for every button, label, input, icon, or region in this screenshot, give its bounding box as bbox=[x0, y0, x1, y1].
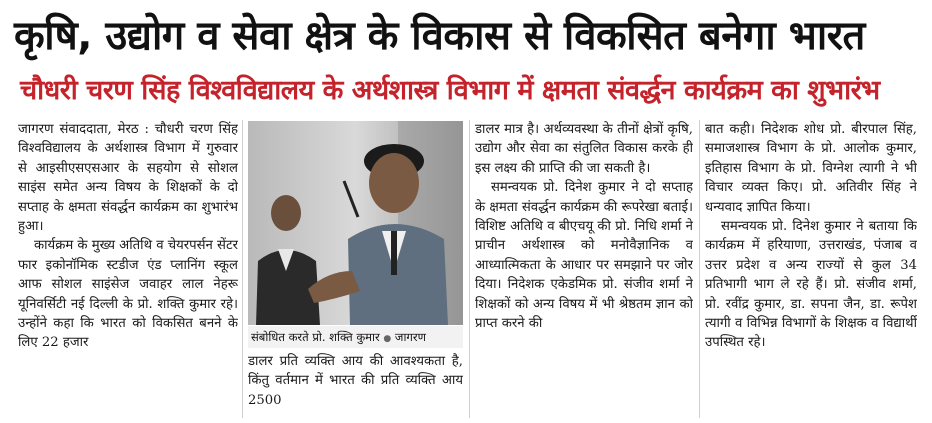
news-photo bbox=[248, 121, 463, 325]
paragraph: डालर मात्र है। अर्थव्यवस्था के तीनों क्षेत्रों कृषि, उद्योग और सेवा का संतुलित विकास करके ही इस लक्ष्य की प्राप्ति की जा सकती है। bbox=[475, 122, 693, 176]
paragraph: कार्यक्रम के मुख्य अतिथि व चेयरपर्सन सेंटर फार इकोनॉमिक स्टडीज एंड प्लानिंग स्कूल आफ सोशल साइंसेज जवाहर लाल नेहरू यूनिवर्सिटी नई दिल्ली के प्रो. शक्ति कुमार रहे। उन्होंने कहा कि भारत को विकसित बनने के लिए 22 हजार bbox=[18, 238, 238, 351]
paragraph: समन्वयक प्रो. दिनेश कुमार ने बताया कि कार्यक्रम में हरियाणा, उत्तराखंड, पंजाब व उत्तर प्रदेश व अन्य राज्यों से कुल 34 प्रतिभागी भाग ले रहे हैं। प्रो. संजीव शर्मा, प्रो. रवींद्र कुमार, डा. सपना जैन, डा. रूपेश त्यागी व विभिन्न विभागों के शिक्षक व विद्यार्थी उपस्थित रहे। bbox=[705, 219, 917, 351]
paragraph: डालर प्रति व्यक्ति आय की आवश्यकता है, किंतु वर्तमान में भारत की प्रति व्यक्ति आय 2500 bbox=[248, 354, 463, 408]
subheadline: चौधरी चरण सिंह विश्वविद्यालय के अर्थशास्त्र विभाग में क्षमता संवर्द्धन कार्यक्रम का शुभारंभ bbox=[20, 75, 880, 106]
article-column-4 bbox=[705, 120, 917, 420]
headline: कृषि, उद्योग व सेवा क्षेत्र के विकास से विकसित बनेगा भारत bbox=[14, 13, 865, 59]
column-divider bbox=[242, 120, 243, 418]
photo-credit: जागरण bbox=[394, 330, 426, 344]
article-column-1 bbox=[18, 120, 238, 420]
article-column-2 bbox=[248, 352, 463, 420]
photo-illustration bbox=[248, 121, 463, 325]
photo-caption bbox=[248, 326, 463, 348]
paragraph: जागरण संवाददाता, मेरठ : चौधरी चरण सिंह विश्वविद्यालय के अर्थशास्त्र विभाग में गुरुवार से आइसीएसएसआर के सहयोग से सोशल साइंस समेत अन्य विषय के शिक्षकों के दो सप्ताह के क्षमता संवर्द्धन कार्यक्रम का शुभारंभ हुआ। bbox=[18, 122, 238, 235]
column-divider bbox=[699, 120, 700, 418]
paragraph: समन्वयक प्रो. दिनेश कुमार ने दो सप्ताह के क्षमता संवर्द्धन कार्यक्रम की रूपरेखा बताई। विशिष्ट अतिथि व बीएचयू की प्रो. निधि शर्मा ने प्राचीन अर्थशास्त्र को मनोवैज्ञानिक व आध्यात्मिकता के आधार पर समझाने पर जोर दिया। निदेशक एकेडमिक प्रो. संजीव शर्मा ने शिक्षकों को अन्य विषय में भी श्रेष्ठतम ज्ञान को प्राप्त करने की bbox=[475, 180, 693, 332]
caption-text: संबोधित करते प्रो. शक्ति कुमार bbox=[251, 330, 380, 344]
column-divider bbox=[469, 120, 470, 418]
camera-icon: ● bbox=[383, 334, 392, 344]
paragraph: बात कही। निदेशक शोध प्रो. बीरपाल सिंह, समाजशास्त्र विभाग के प्रो. आलोक कुमार, इतिहास विभाग के प्रो. विग्नेश त्यागी ने भी विचार व्यक्त किए। प्रो. अतिवीर सिंह ने धन्यवाद ज्ञापित किया। bbox=[705, 122, 917, 215]
article-column-3 bbox=[475, 120, 693, 420]
